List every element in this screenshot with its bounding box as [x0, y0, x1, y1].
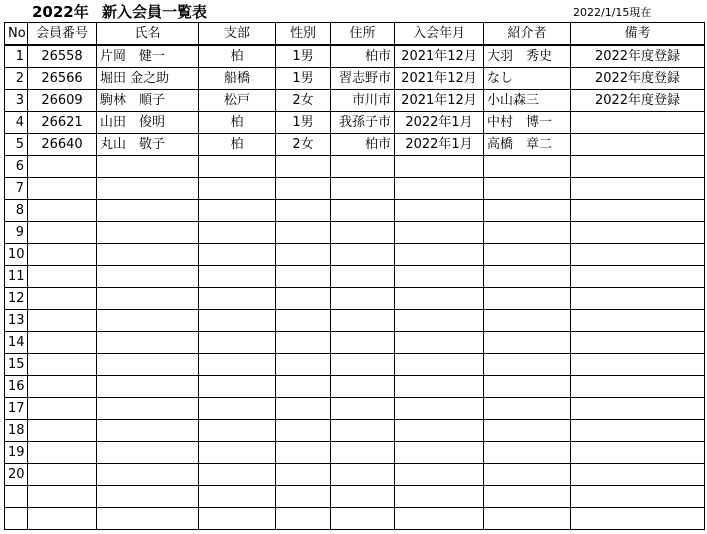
- introducer-cell: [484, 266, 571, 288]
- introducer-cell: [484, 178, 571, 200]
- member-id-cell: [28, 244, 97, 266]
- row-number: 7: [5, 178, 28, 200]
- member-id-cell: 26558: [28, 45, 97, 68]
- note-cell: [571, 464, 705, 486]
- branch-cell: [199, 398, 276, 420]
- joined-cell: [395, 398, 484, 420]
- name-cell: [97, 156, 199, 178]
- table-row: [5, 156, 705, 178]
- member-id-cell: [28, 288, 97, 310]
- address-cell: 習志野市: [331, 68, 395, 90]
- member-table: [4, 22, 705, 530]
- row-number: [5, 508, 28, 530]
- table-header-row: [5, 23, 705, 46]
- gender-cell: [276, 398, 331, 420]
- member-id-cell: [28, 332, 97, 354]
- introducer-cell: [484, 376, 571, 398]
- note-cell: [571, 112, 705, 134]
- member-id-cell: 26621: [28, 112, 97, 134]
- branch-cell: 柏: [199, 134, 276, 156]
- introducer-cell: [484, 398, 571, 420]
- address-cell: [331, 222, 395, 244]
- introducer-cell: [484, 420, 571, 442]
- member-id-cell: 26566: [28, 68, 97, 90]
- branch-cell: [199, 442, 276, 464]
- address-cell: [331, 332, 395, 354]
- name-cell: [97, 398, 199, 420]
- member-id-cell: [28, 266, 97, 288]
- row-number: 11: [5, 266, 28, 288]
- introducer-cell: なし: [484, 68, 571, 90]
- name-cell: [97, 178, 199, 200]
- note-cell: 2022年度登録: [571, 68, 705, 90]
- introducer-cell: [484, 464, 571, 486]
- note-cell: [571, 288, 705, 310]
- joined-cell: [395, 420, 484, 442]
- name-cell: [97, 376, 199, 398]
- row-number: 13: [5, 310, 28, 332]
- name-cell: [97, 200, 199, 222]
- gender-cell: [276, 200, 331, 222]
- address-cell: [331, 354, 395, 376]
- gender-cell: [276, 178, 331, 200]
- gender-cell: 1男: [276, 45, 331, 68]
- joined-cell: 2021年12月: [395, 90, 484, 112]
- gender-cell: [276, 332, 331, 354]
- name-cell: 山田 俊明: [97, 112, 199, 134]
- name-cell: 駒林 順子: [97, 90, 199, 112]
- name-cell: [97, 420, 199, 442]
- column-header-name: 氏名: [97, 23, 199, 46]
- gender-cell: [276, 310, 331, 332]
- row-number: 8: [5, 200, 28, 222]
- joined-cell: 2022年1月: [395, 112, 484, 134]
- name-cell: [97, 464, 199, 486]
- branch-cell: 船橋: [199, 68, 276, 90]
- address-cell: 柏市: [331, 45, 395, 68]
- introducer-cell: [484, 332, 571, 354]
- row-number: 12: [5, 288, 28, 310]
- branch-cell: [199, 464, 276, 486]
- column-header-introducer: 紹介者: [484, 23, 571, 46]
- table-row: [5, 332, 705, 354]
- branch-cell: [199, 508, 276, 530]
- row-number: [5, 486, 28, 508]
- gender-cell: [276, 354, 331, 376]
- address-cell: [331, 508, 395, 530]
- note-cell: [571, 222, 705, 244]
- note-cell: [571, 178, 705, 200]
- member-id-cell: [28, 508, 97, 530]
- note-cell: 2022年度登録: [571, 45, 705, 68]
- name-cell: [97, 244, 199, 266]
- name-cell: [97, 332, 199, 354]
- note-cell: [571, 310, 705, 332]
- gender-cell: 1男: [276, 68, 331, 90]
- row-number: 18: [5, 420, 28, 442]
- member-id-cell: 26640: [28, 134, 97, 156]
- member-id-cell: [28, 376, 97, 398]
- introducer-cell: 中村 博一: [484, 112, 571, 134]
- branch-cell: [199, 222, 276, 244]
- branch-cell: [199, 178, 276, 200]
- branch-cell: [199, 310, 276, 332]
- introducer-cell: [484, 508, 571, 530]
- joined-cell: [395, 442, 484, 464]
- page-title: 新入会員一覧表: [102, 3, 208, 21]
- table-row: [5, 508, 705, 530]
- table-row: [5, 288, 705, 310]
- joined-cell: [395, 266, 484, 288]
- row-number: 3: [5, 90, 28, 112]
- introducer-cell: [484, 244, 571, 266]
- member-id-cell: [28, 464, 97, 486]
- row-number: 14: [5, 332, 28, 354]
- note-cell: [571, 508, 705, 530]
- table-row: [5, 464, 705, 486]
- member-id-cell: [28, 442, 97, 464]
- joined-cell: [395, 376, 484, 398]
- branch-cell: [199, 420, 276, 442]
- address-cell: [331, 200, 395, 222]
- member-id-cell: 26609: [28, 90, 97, 112]
- table-row: [5, 244, 705, 266]
- name-cell: [97, 486, 199, 508]
- joined-cell: [395, 178, 484, 200]
- address-cell: [331, 398, 395, 420]
- row-number: 2: [5, 68, 28, 90]
- table-row: [5, 222, 705, 244]
- table-row: [5, 486, 705, 508]
- name-cell: [97, 222, 199, 244]
- introducer-cell: [484, 442, 571, 464]
- branch-cell: 柏: [199, 112, 276, 134]
- joined-cell: [395, 486, 484, 508]
- gender-cell: [276, 376, 331, 398]
- address-cell: 市川市: [331, 90, 395, 112]
- gender-cell: 2女: [276, 90, 331, 112]
- address-cell: [331, 486, 395, 508]
- branch-cell: [199, 486, 276, 508]
- address-cell: [331, 442, 395, 464]
- introducer-cell: [484, 156, 571, 178]
- branch-cell: [199, 156, 276, 178]
- gender-cell: [276, 222, 331, 244]
- gender-cell: [276, 486, 331, 508]
- name-cell: [97, 310, 199, 332]
- joined-cell: [395, 156, 484, 178]
- name-cell: 丸山 敬子: [97, 134, 199, 156]
- member-id-cell: [28, 486, 97, 508]
- introducer-cell: [484, 288, 571, 310]
- introducer-cell: 高橋 章二: [484, 134, 571, 156]
- row-number: 10: [5, 244, 28, 266]
- name-cell: [97, 354, 199, 376]
- branch-cell: [199, 266, 276, 288]
- row-number: 9: [5, 222, 28, 244]
- joined-cell: [395, 464, 484, 486]
- introducer-cell: 小山森三: [484, 90, 571, 112]
- note-cell: 2022年度登録: [571, 90, 705, 112]
- row-number: 4: [5, 112, 28, 134]
- as-of-date: 2022/1/15現在: [573, 6, 652, 19]
- table-row: [5, 112, 705, 134]
- note-cell: [571, 420, 705, 442]
- table-row: [5, 376, 705, 398]
- joined-cell: [395, 288, 484, 310]
- note-cell: [571, 156, 705, 178]
- note-cell: [571, 200, 705, 222]
- gender-cell: [276, 156, 331, 178]
- name-cell: [97, 266, 199, 288]
- note-cell: [571, 244, 705, 266]
- table-row: [5, 354, 705, 376]
- member-id-cell: [28, 178, 97, 200]
- column-header-address: 住所: [331, 23, 395, 46]
- joined-cell: [395, 310, 484, 332]
- joined-cell: [395, 332, 484, 354]
- gender-cell: 2女: [276, 134, 331, 156]
- table-row: [5, 266, 705, 288]
- column-header-no: No: [5, 23, 28, 46]
- introducer-cell: [484, 354, 571, 376]
- introducer-cell: [484, 200, 571, 222]
- address-cell: [331, 156, 395, 178]
- table-row: [5, 68, 705, 90]
- gender-cell: [276, 442, 331, 464]
- branch-cell: [199, 244, 276, 266]
- gender-cell: [276, 288, 331, 310]
- row-number: 15: [5, 354, 28, 376]
- note-cell: [571, 486, 705, 508]
- branch-cell: [199, 332, 276, 354]
- note-cell: [571, 376, 705, 398]
- introducer-cell: [484, 486, 571, 508]
- gender-cell: [276, 266, 331, 288]
- address-cell: [331, 420, 395, 442]
- branch-cell: [199, 288, 276, 310]
- note-cell: [571, 398, 705, 420]
- member-id-cell: [28, 156, 97, 178]
- member-id-cell: [28, 200, 97, 222]
- member-id-cell: [28, 354, 97, 376]
- joined-cell: 2021年12月: [395, 68, 484, 90]
- row-number: 1: [5, 45, 28, 68]
- gender-cell: 1男: [276, 112, 331, 134]
- address-cell: [331, 376, 395, 398]
- introducer-cell: 大羽 秀史: [484, 45, 571, 68]
- joined-cell: [395, 222, 484, 244]
- name-cell: 片岡 健一: [97, 45, 199, 68]
- note-cell: [571, 266, 705, 288]
- table-row: [5, 134, 705, 156]
- member-id-cell: [28, 398, 97, 420]
- table-row: [5, 398, 705, 420]
- table-row: [5, 310, 705, 332]
- note-cell: [571, 354, 705, 376]
- name-cell: [97, 442, 199, 464]
- table-row: [5, 45, 705, 68]
- address-cell: [331, 464, 395, 486]
- member-id-cell: [28, 222, 97, 244]
- row-number: 19: [5, 442, 28, 464]
- table-row: [5, 178, 705, 200]
- column-header-note: 備考: [571, 23, 705, 46]
- title-year: 2022年: [32, 3, 89, 21]
- column-header-branch: 支部: [199, 23, 276, 46]
- gender-cell: [276, 244, 331, 266]
- table-row: [5, 90, 705, 112]
- branch-cell: [199, 376, 276, 398]
- table-body: [5, 45, 705, 530]
- branch-cell: [199, 354, 276, 376]
- joined-cell: 2022年1月: [395, 134, 484, 156]
- gender-cell: [276, 464, 331, 486]
- branch-cell: 松戸: [199, 90, 276, 112]
- gender-cell: [276, 420, 331, 442]
- row-number: 17: [5, 398, 28, 420]
- joined-cell: 2021年12月: [395, 45, 484, 68]
- note-cell: [571, 134, 705, 156]
- column-header-joined: 入会年月: [395, 23, 484, 46]
- member-id-cell: [28, 420, 97, 442]
- joined-cell: [395, 244, 484, 266]
- name-cell: 堀田 金之助: [97, 68, 199, 90]
- joined-cell: [395, 354, 484, 376]
- note-cell: [571, 332, 705, 354]
- address-cell: [331, 266, 395, 288]
- joined-cell: [395, 200, 484, 222]
- name-cell: [97, 288, 199, 310]
- table-row: [5, 442, 705, 464]
- gender-cell: [276, 508, 331, 530]
- title-bar: [0, 0, 707, 22]
- row-number: 20: [5, 464, 28, 486]
- row-number: 16: [5, 376, 28, 398]
- row-number: 5: [5, 134, 28, 156]
- branch-cell: [199, 200, 276, 222]
- address-cell: 我孫子市: [331, 112, 395, 134]
- table-row: [5, 200, 705, 222]
- member-id-cell: [28, 310, 97, 332]
- address-cell: [331, 288, 395, 310]
- introducer-cell: [484, 310, 571, 332]
- branch-cell: 柏: [199, 45, 276, 68]
- address-cell: 柏市: [331, 134, 395, 156]
- row-number: 6: [5, 156, 28, 178]
- introducer-cell: [484, 222, 571, 244]
- column-header-gender: 性別: [276, 23, 331, 46]
- address-cell: [331, 310, 395, 332]
- address-cell: [331, 244, 395, 266]
- table-row: [5, 420, 705, 442]
- name-cell: [97, 508, 199, 530]
- column-header-member-id: 会員番号: [28, 23, 97, 46]
- joined-cell: [395, 508, 484, 530]
- note-cell: [571, 442, 705, 464]
- address-cell: [331, 178, 395, 200]
